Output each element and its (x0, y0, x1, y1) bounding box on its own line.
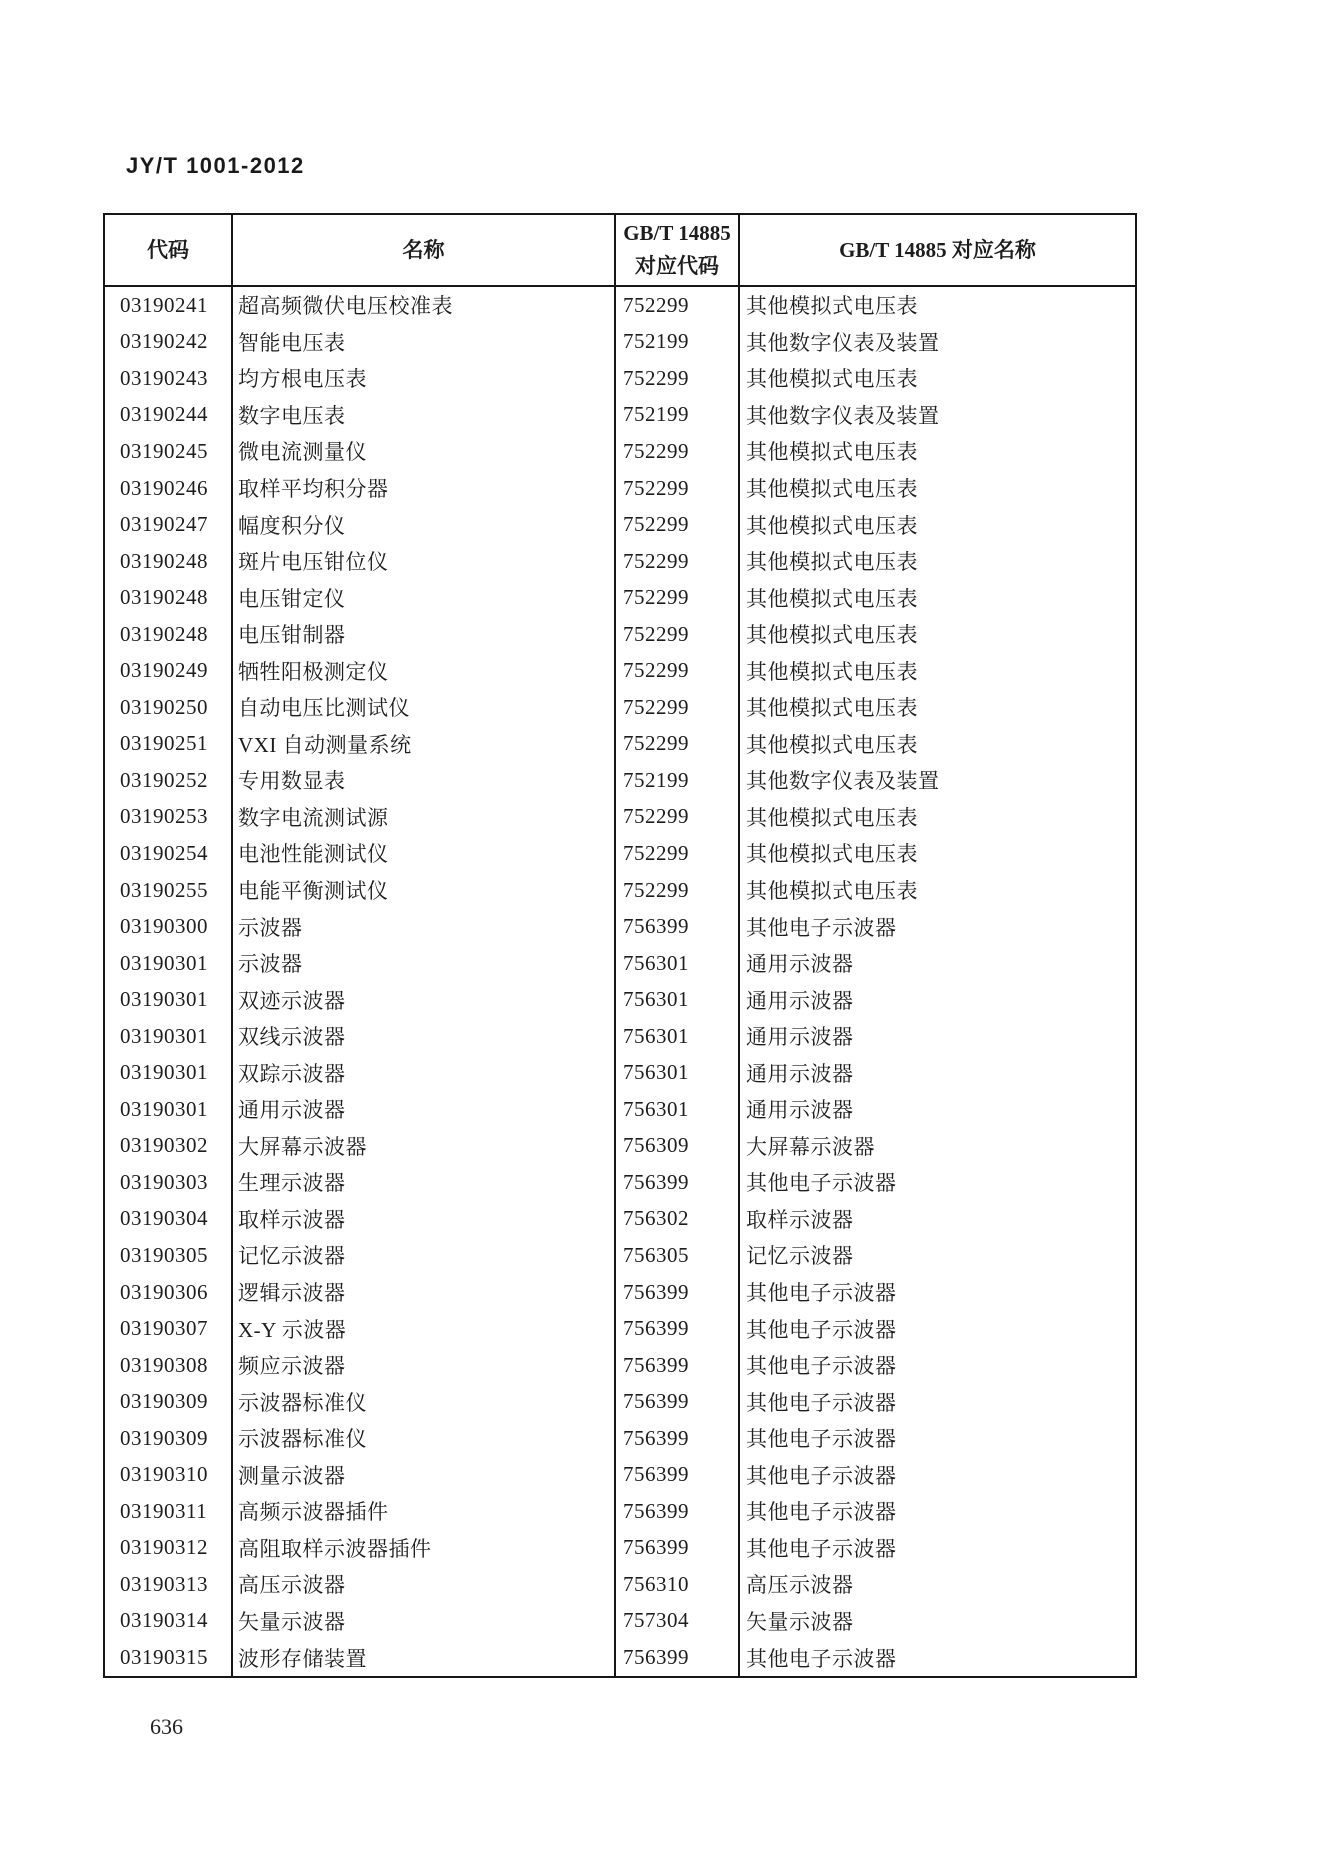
cell-gb-name: 其他电子示波器 (746, 1500, 897, 1525)
table-row (105, 1420, 1135, 1457)
cell-gb-code: 756399 (616, 1347, 740, 1384)
cell-code: 03190249 (105, 652, 233, 689)
cell-gb-name: 其他模拟式电压表 (746, 513, 918, 538)
cell-name: 示波器 (233, 908, 616, 945)
data-table (103, 213, 1137, 1678)
header-cell-gb-code (616, 215, 740, 285)
table-row (105, 433, 1135, 470)
header-cell-name: 名称 (233, 215, 616, 285)
cell-name: 矢量示波器 (233, 1603, 616, 1640)
cell-name: 示波器标准仪 (233, 1383, 616, 1420)
cell-name: 斑片电压钳位仪 (233, 543, 616, 580)
cell-code: 03190250 (105, 689, 233, 726)
cell-name: 双线示波器 (233, 1018, 616, 1055)
cell-gb-code: 752299 (616, 835, 740, 872)
cell-gb-code: 752299 (616, 652, 740, 689)
cell-code: 03190255 (105, 872, 233, 909)
cell-gb-code: 756309 (616, 1128, 740, 1165)
cell-gb-name: 其他数字仪表及装置 (746, 330, 940, 355)
table-body (105, 287, 1135, 1676)
cell-gb-code: 756301 (616, 945, 740, 982)
cell-name: 频应示波器 (233, 1347, 616, 1384)
cell-gb-code: 752199 (616, 397, 740, 434)
table-row (105, 360, 1135, 397)
table-row (105, 397, 1135, 434)
table-row (105, 762, 1135, 799)
cell-gb-name: 通用示波器 (746, 988, 854, 1013)
cell-code: 03190241 (105, 287, 233, 324)
cell-name: VXI 自动测量系统 (233, 726, 616, 763)
table-row (105, 1164, 1135, 1201)
cell-name: 取样示波器 (233, 1201, 616, 1238)
cell-name: 微电流测量仪 (233, 433, 616, 470)
cell-gb-code: 752299 (616, 726, 740, 763)
table-row (105, 1457, 1135, 1494)
cell-code: 03190309 (105, 1420, 233, 1457)
cell-gb-code: 752299 (616, 470, 740, 507)
table-row (105, 579, 1135, 616)
cell-code: 03190244 (105, 397, 233, 434)
cell-gb-code: 752299 (616, 689, 740, 726)
page-title: JY/T 1001-2012 (126, 153, 305, 178)
cell-name: X-Y 示波器 (233, 1310, 616, 1347)
cell-code: 03190309 (105, 1383, 233, 1420)
cell-name: 电能平衡测试仪 (233, 872, 616, 909)
table-row (105, 543, 1135, 580)
cell-code: 03190313 (105, 1566, 233, 1603)
cell-code: 03190307 (105, 1310, 233, 1347)
cell-name: 逻辑示波器 (233, 1274, 616, 1311)
cell-gb-name: 其他模拟式电压表 (746, 879, 918, 904)
cell-code: 03190243 (105, 360, 233, 397)
cell-code: 03190301 (105, 945, 233, 982)
cell-gb-code: 756310 (616, 1566, 740, 1603)
cell-code: 03190246 (105, 470, 233, 507)
cell-gb-code: 752199 (616, 324, 740, 361)
cell-gb-name: 其他电子示波器 (746, 1463, 897, 1488)
cell-gb-name: 其他电子示波器 (746, 1354, 897, 1379)
cell-gb-code: 752299 (616, 543, 740, 580)
cell-gb-name: 高压示波器 (746, 1573, 854, 1598)
cell-gb-code: 756399 (616, 1493, 740, 1530)
cell-name: 示波器 (233, 945, 616, 982)
cell-code: 03190310 (105, 1457, 233, 1494)
cell-name: 电压钳定仪 (233, 579, 616, 616)
cell-name: 双迹示波器 (233, 981, 616, 1018)
cell-code: 03190242 (105, 324, 233, 361)
cell-gb-code: 756399 (616, 1274, 740, 1311)
header-cell-code: 代码 (105, 215, 233, 285)
table-row (105, 981, 1135, 1018)
table-row (105, 945, 1135, 982)
cell-code: 03190253 (105, 799, 233, 836)
table-row (105, 616, 1135, 653)
cell-code: 03190311 (105, 1493, 233, 1530)
cell-gb-code: 756399 (616, 1310, 740, 1347)
cell-gb-name: 其他电子示波器 (746, 1390, 897, 1415)
cell-code: 03190251 (105, 726, 233, 763)
table-row (105, 799, 1135, 836)
table-row (105, 287, 1135, 324)
table-row (105, 689, 1135, 726)
header-gb-code-line1: GB/T 14885 (623, 221, 731, 246)
cell-gb-name: 其他电子示波器 (746, 1281, 897, 1306)
table-header-row (105, 215, 1135, 287)
table-row (105, 1310, 1135, 1347)
cell-gb-name: 其他电子示波器 (746, 915, 897, 940)
cell-gb-name: 其他模拟式电压表 (746, 805, 918, 830)
cell-code: 03190252 (105, 762, 233, 799)
cell-name: 波形存储装置 (233, 1639, 616, 1676)
table-row (105, 1237, 1135, 1274)
cell-gb-code: 752199 (616, 762, 740, 799)
cell-gb-name: 其他电子示波器 (746, 1536, 897, 1561)
cell-gb-name: 其他模拟式电压表 (746, 842, 918, 867)
cell-code: 03190248 (105, 543, 233, 580)
cell-gb-code: 752299 (616, 287, 740, 324)
cell-code: 03190308 (105, 1347, 233, 1384)
cell-code: 03190312 (105, 1530, 233, 1567)
cell-gb-code: 752299 (616, 616, 740, 653)
cell-code: 03190245 (105, 433, 233, 470)
table-row (105, 1493, 1135, 1530)
cell-code: 03190302 (105, 1128, 233, 1165)
cell-gb-name: 其他电子示波器 (746, 1317, 897, 1342)
cell-name: 幅度积分仪 (233, 506, 616, 543)
table-row (105, 908, 1135, 945)
cell-code: 03190305 (105, 1237, 233, 1274)
cell-gb-code: 756399 (616, 908, 740, 945)
cell-name: 生理示波器 (233, 1164, 616, 1201)
cell-name: 高频示波器插件 (233, 1493, 616, 1530)
cell-name: 高压示波器 (233, 1566, 616, 1603)
cell-name: 高阻取样示波器插件 (233, 1530, 616, 1567)
cell-gb-code: 752299 (616, 872, 740, 909)
cell-code: 03190306 (105, 1274, 233, 1311)
cell-name: 示波器标准仪 (233, 1420, 616, 1457)
cell-gb-code: 752299 (616, 799, 740, 836)
cell-gb-name: 其他模拟式电压表 (746, 659, 918, 684)
table-row (105, 1274, 1135, 1311)
cell-code: 03190301 (105, 1054, 233, 1091)
cell-name: 电压钳制器 (233, 616, 616, 653)
cell-gb-code: 756399 (616, 1420, 740, 1457)
cell-gb-code: 757304 (616, 1603, 740, 1640)
table-row (105, 324, 1135, 361)
table-row (105, 1018, 1135, 1055)
cell-code: 03190315 (105, 1639, 233, 1676)
table-row (105, 835, 1135, 872)
cell-gb-name: 其他电子示波器 (746, 1171, 897, 1196)
table-row (105, 652, 1135, 689)
cell-gb-name: 其他模拟式电压表 (746, 367, 918, 392)
table-row (105, 506, 1135, 543)
table-row (105, 872, 1135, 909)
cell-name: 测量示波器 (233, 1457, 616, 1494)
cell-code: 03190254 (105, 835, 233, 872)
cell-name: 专用数显表 (233, 762, 616, 799)
cell-gb-code: 756305 (616, 1237, 740, 1274)
cell-gb-code: 756301 (616, 1018, 740, 1055)
cell-gb-name: 其他模拟式电压表 (746, 696, 918, 721)
cell-gb-code: 756399 (616, 1530, 740, 1567)
cell-gb-name: 其他数字仪表及装置 (746, 403, 940, 428)
cell-code: 03190301 (105, 981, 233, 1018)
table-row (105, 1054, 1135, 1091)
cell-code: 03190248 (105, 616, 233, 653)
table-row (105, 1566, 1135, 1603)
cell-gb-name: 其他模拟式电压表 (746, 294, 918, 319)
table-row (105, 1201, 1135, 1238)
cell-gb-code: 756399 (616, 1639, 740, 1676)
cell-gb-name: 通用示波器 (746, 952, 854, 977)
cell-gb-code: 756301 (616, 1054, 740, 1091)
cell-gb-name: 其他模拟式电压表 (746, 440, 918, 465)
cell-gb-name: 其他模拟式电压表 (746, 623, 918, 648)
cell-code: 03190247 (105, 506, 233, 543)
cell-name: 牺牲阳极测定仪 (233, 652, 616, 689)
table-row (105, 1347, 1135, 1384)
cell-gb-name: 其他模拟式电压表 (746, 550, 918, 575)
table-row (105, 1639, 1135, 1676)
cell-gb-code: 756301 (616, 981, 740, 1018)
cell-code: 03190304 (105, 1201, 233, 1238)
cell-name: 数字电流测试源 (233, 799, 616, 836)
header-cell-gb-name: GB/T 14885 对应名称 (839, 237, 1036, 262)
cell-gb-name: 记忆示波器 (746, 1244, 854, 1269)
table-row (105, 470, 1135, 507)
page-number: 636 (150, 1714, 183, 1739)
cell-code: 03190303 (105, 1164, 233, 1201)
cell-gb-code: 756301 (616, 1091, 740, 1128)
table-row (105, 1530, 1135, 1567)
cell-code: 03190314 (105, 1603, 233, 1640)
cell-gb-code: 756399 (616, 1383, 740, 1420)
cell-gb-name: 通用示波器 (746, 1061, 854, 1086)
cell-gb-name: 通用示波器 (746, 1025, 854, 1050)
cell-name: 电池性能测试仪 (233, 835, 616, 872)
cell-gb-code: 756399 (616, 1457, 740, 1494)
cell-name: 智能电压表 (233, 324, 616, 361)
cell-code: 03190248 (105, 579, 233, 616)
cell-code: 03190300 (105, 908, 233, 945)
cell-gb-code: 752299 (616, 360, 740, 397)
cell-gb-name: 其他模拟式电压表 (746, 732, 918, 757)
cell-gb-name: 其他数字仪表及装置 (746, 769, 940, 794)
cell-gb-name: 其他模拟式电压表 (746, 477, 918, 501)
table-row (105, 1383, 1135, 1420)
cell-gb-name: 大屏幕示波器 (746, 1134, 875, 1159)
cell-name: 超高频微伏电压校准表 (233, 287, 616, 324)
cell-gb-name: 通用示波器 (746, 1098, 854, 1123)
cell-name: 均方根电压表 (233, 360, 616, 397)
cell-gb-name: 取样示波器 (746, 1207, 854, 1232)
cell-gb-name: 其他电子示波器 (746, 1646, 897, 1671)
header-gb-code-line2: 对应代码 (635, 254, 719, 278)
cell-gb-name: 其他电子示波器 (746, 1427, 897, 1452)
cell-gb-name: 矢量示波器 (746, 1609, 854, 1634)
cell-code: 03190301 (105, 1091, 233, 1128)
cell-gb-code: 752299 (616, 579, 740, 616)
table-row (105, 1603, 1135, 1640)
cell-gb-code: 752299 (616, 433, 740, 470)
table-row (105, 726, 1135, 763)
cell-gb-code: 752299 (616, 506, 740, 543)
cell-gb-code: 756399 (616, 1164, 740, 1201)
cell-name: 通用示波器 (233, 1091, 616, 1128)
cell-name: 双踪示波器 (233, 1054, 616, 1091)
cell-code: 03190301 (105, 1018, 233, 1055)
cell-gb-name: 其他模拟式电压表 (746, 586, 918, 611)
table-row (105, 1128, 1135, 1165)
cell-name: 数字电压表 (233, 397, 616, 434)
cell-name: 记忆示波器 (233, 1237, 616, 1274)
cell-name: 大屏幕示波器 (233, 1128, 616, 1165)
cell-name: 自动电压比测试仪 (233, 689, 616, 726)
cell-name: 取样平均积分器 (233, 470, 616, 507)
cell-gb-code: 756302 (616, 1201, 740, 1238)
table-row (105, 1091, 1135, 1128)
